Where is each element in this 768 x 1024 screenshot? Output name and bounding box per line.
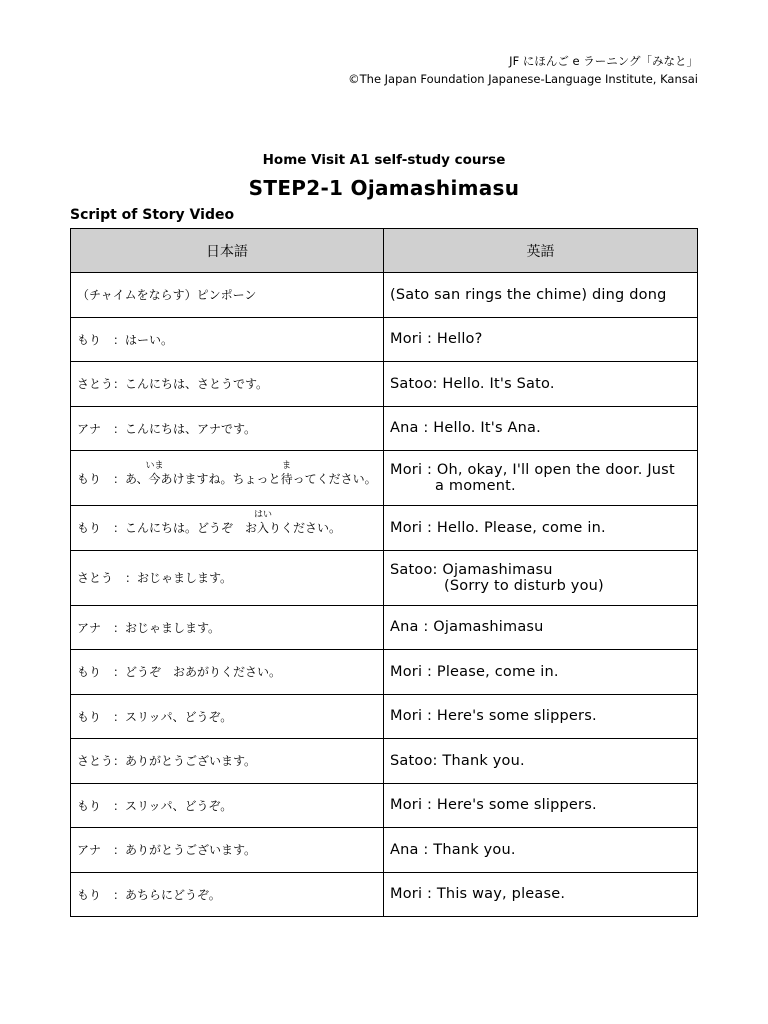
table-row [71, 605, 698, 650]
ruby-base: 入 [257, 521, 270, 536]
ja-cell: さとう ：おじゃまします。 [71, 550, 384, 605]
en-line: (Sorry to disturb you) [444, 577, 604, 594]
ja-cell: アナ ：こんにちは、アナです。 [71, 406, 384, 451]
table-row [71, 506, 698, 551]
ja-cell: もり ：あちらにどうぞ。 [71, 872, 384, 917]
ja-cell: （チャイムをならす）ピンポーン [71, 273, 384, 318]
table-row [71, 783, 698, 828]
en-line: Satoo: Ojamashimasu [390, 561, 553, 578]
table-row [71, 739, 698, 784]
table-row [71, 362, 698, 407]
table-row [71, 650, 698, 695]
table-row [71, 694, 698, 739]
ruby-word [145, 460, 164, 487]
ja-cell: アナ ：ありがとうございます。 [71, 828, 384, 873]
en-cell: Ana : Hello. It's Ana. [384, 406, 698, 451]
ja-cell: もり ：スリッパ、どうぞ。 [71, 783, 384, 828]
en-cell: Ana : Thank you. [384, 828, 698, 873]
ja-cell [71, 506, 384, 551]
ja-cell: さとう：ありがとうございます。 [71, 739, 384, 784]
table-row [71, 406, 698, 451]
table-row [71, 451, 698, 506]
en-cell: Satoo: Thank you. [384, 739, 698, 784]
page-title: STEP2-1 Ojamashimasu [248, 176, 520, 200]
ruby-reading: いま [145, 460, 164, 471]
ja-cell: もり ：はーい。 [71, 317, 384, 362]
en-cell [384, 451, 698, 506]
ruby-reading: ま [282, 460, 292, 471]
en-cell: Mori : Here's some slippers. [384, 694, 698, 739]
ja-text: もり ：こんにちは。どうぞ お [77, 521, 258, 536]
en-cell: Mori : Please, come in. [384, 650, 698, 695]
en-cell: Mori : This way, please. [384, 872, 698, 917]
course-subtitle: Home Visit A1 self-study course [262, 152, 506, 168]
header-copyright: ©The Japan Foundation Japanese-Language Institute, Kansai [348, 72, 698, 86]
ja-text: もり ：あ、 [77, 471, 149, 486]
ruby-base: 今 [148, 471, 161, 486]
en-cell [384, 550, 698, 605]
ruby-base: 待 [280, 471, 293, 486]
ja-cell: さとう：こんにちは、さとうです。 [71, 362, 384, 407]
en-line: a moment. [435, 478, 516, 494]
en-cell: Mori : Here's some slippers. [384, 783, 698, 828]
ja-cell: もり ：スリッパ、どうぞ。 [71, 694, 384, 739]
table-row [71, 872, 698, 917]
table-row [71, 550, 698, 605]
table-header-row [71, 229, 698, 273]
en-cell: Mori : Hello. Please, come in. [384, 506, 698, 551]
ruby-word [254, 510, 273, 536]
ja-text: あけますね。ちょっと [160, 471, 281, 486]
section-title: Script of Story Video [70, 207, 235, 223]
en-cell: Mori : Hello? [384, 317, 698, 362]
ja-text: ってください。 [292, 471, 377, 486]
table-row [71, 828, 698, 873]
en-line: Mori : Oh, okay, I'll open the door. Just [390, 462, 675, 478]
en-cell: (Sato san rings the chime) ding dong [384, 273, 698, 318]
table-row [71, 273, 698, 318]
script-table [70, 228, 698, 917]
ja-text: りください。 [269, 521, 342, 536]
table-row [71, 317, 698, 362]
en-cell: Ana : Ojamashimasu [384, 605, 698, 650]
ja-cell: アナ ：おじゃまします。 [71, 605, 384, 650]
ja-cell [71, 451, 384, 506]
ruby-word [280, 460, 293, 487]
header-english: 英語 [384, 229, 698, 273]
ruby-reading: はい [254, 510, 273, 521]
header-brand: JF にほんご e ラーニング「みなと」 [509, 54, 698, 68]
header-japanese: 日本語 [71, 229, 384, 273]
ja-cell: もり ：どうぞ おあがりください。 [71, 650, 384, 695]
en-cell: Satoo: Hello. It's Sato. [384, 362, 698, 407]
